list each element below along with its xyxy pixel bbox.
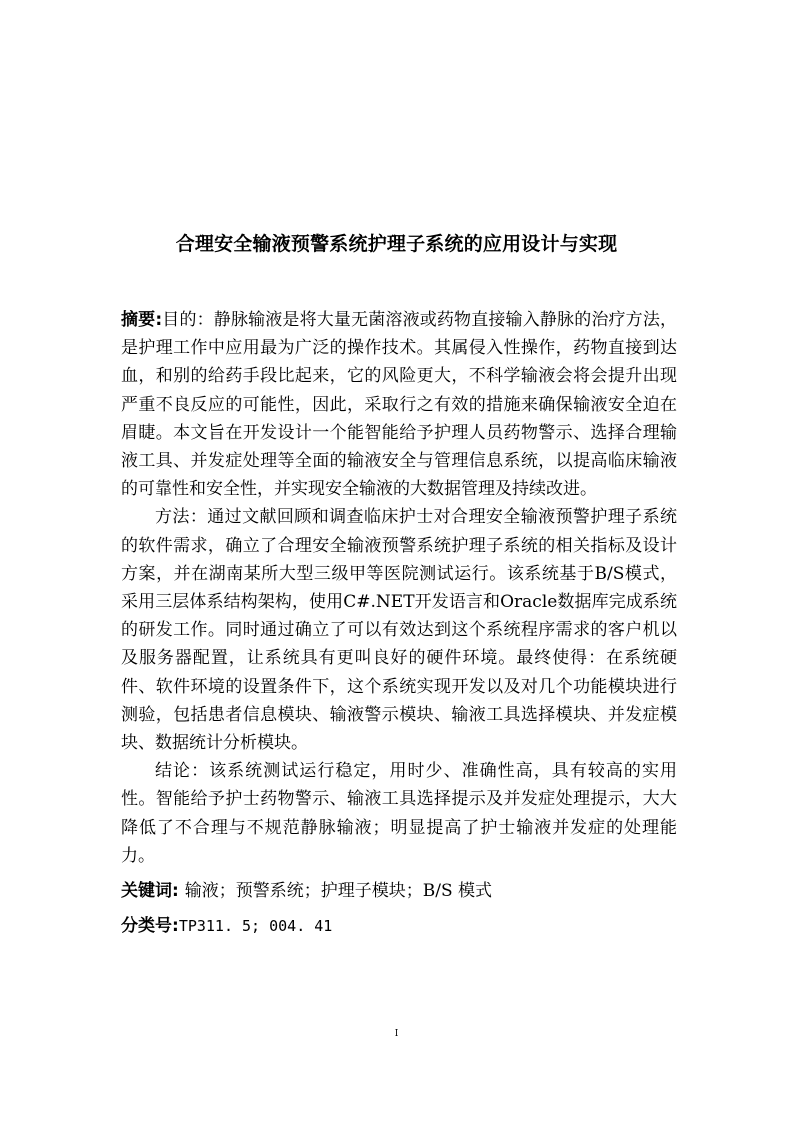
abstract-body [121,306,677,940]
keywords-label: 关键词 [121,881,172,902]
classification-label-separator: : [172,916,179,937]
page-number: I [394,1029,399,1039]
abstract-purpose-text: 目的：静脉输液是将大量无菌溶液或药物直接输入静脉的治疗方法，是护理工作中应用最为广泛的操作技术。其属侵入性操作，药物直接到达血，和别的给药手段比起来，它的风险更大，不科学输液会将会提升出现严重不良反应的可能性，因此，采取行之有效的措施来确保输液安全迫在眉睫。本文旨在开发设计一个能智能给予护理人员药物警示、选择合理输液工具、并发症处理等全面的输液安全与管理信息系统，以提高临床输液的可靠性和安全性，并实现安全输液的大数据管理及持续改进。 [121,310,678,500]
keywords-line [121,877,677,905]
keywords-text: 输液；预警系统；护理子模块；B/S 模式 [184,881,492,902]
paper-title: 合理安全输液预警系统护理子系统的应用设计与实现 [175,233,618,255]
abstract-label-separator: : [155,310,163,330]
conclusion-paragraph: 结论：该系统测试运行稳定，用时少、准确性高，具有较高的实用性。智能给予护士药物警示、输液工具选择提示及并发症处理提示，大大降低了不合理与不规范静脉输液；明显提高了护士输液并发症的处理能力。 [121,761,677,866]
classification-number: TP311. 5; 004. 41 [178,917,333,936]
abstract-label: 摘要 [121,310,156,330]
method-paragraph: 方法：通过文献回顾和调查临床护士对合理安全输液预警护理子系统的软件需求，确立了合理安全输液预警系统护理子系统的相关指标及设计方案，并在湖南某所大型三级甲等医院测试运行。该系统基于B/S模式，采用三层体系结构架构，使用C#.NET开发语言和Oracle数据库完成系统的研发工作。同时通过确立了可以有效达到这个系统程序需求的客户机以及服务器配置，让系统具有更叫良好的硬件环境。最终使得：在系统硬件、软件环境的设置条件下，这个系统实现开发以及对几个功能模块进行测验，包括患者信息模块、输液警示模块、输液工具选择模块、并发症模块、数据统计分析模块。 [121,507,677,754]
classification-line [121,912,677,940]
classification-label: 分类号 [121,916,172,937]
abstract-paragraph [121,306,677,503]
keywords-label-separator: : [172,881,185,902]
